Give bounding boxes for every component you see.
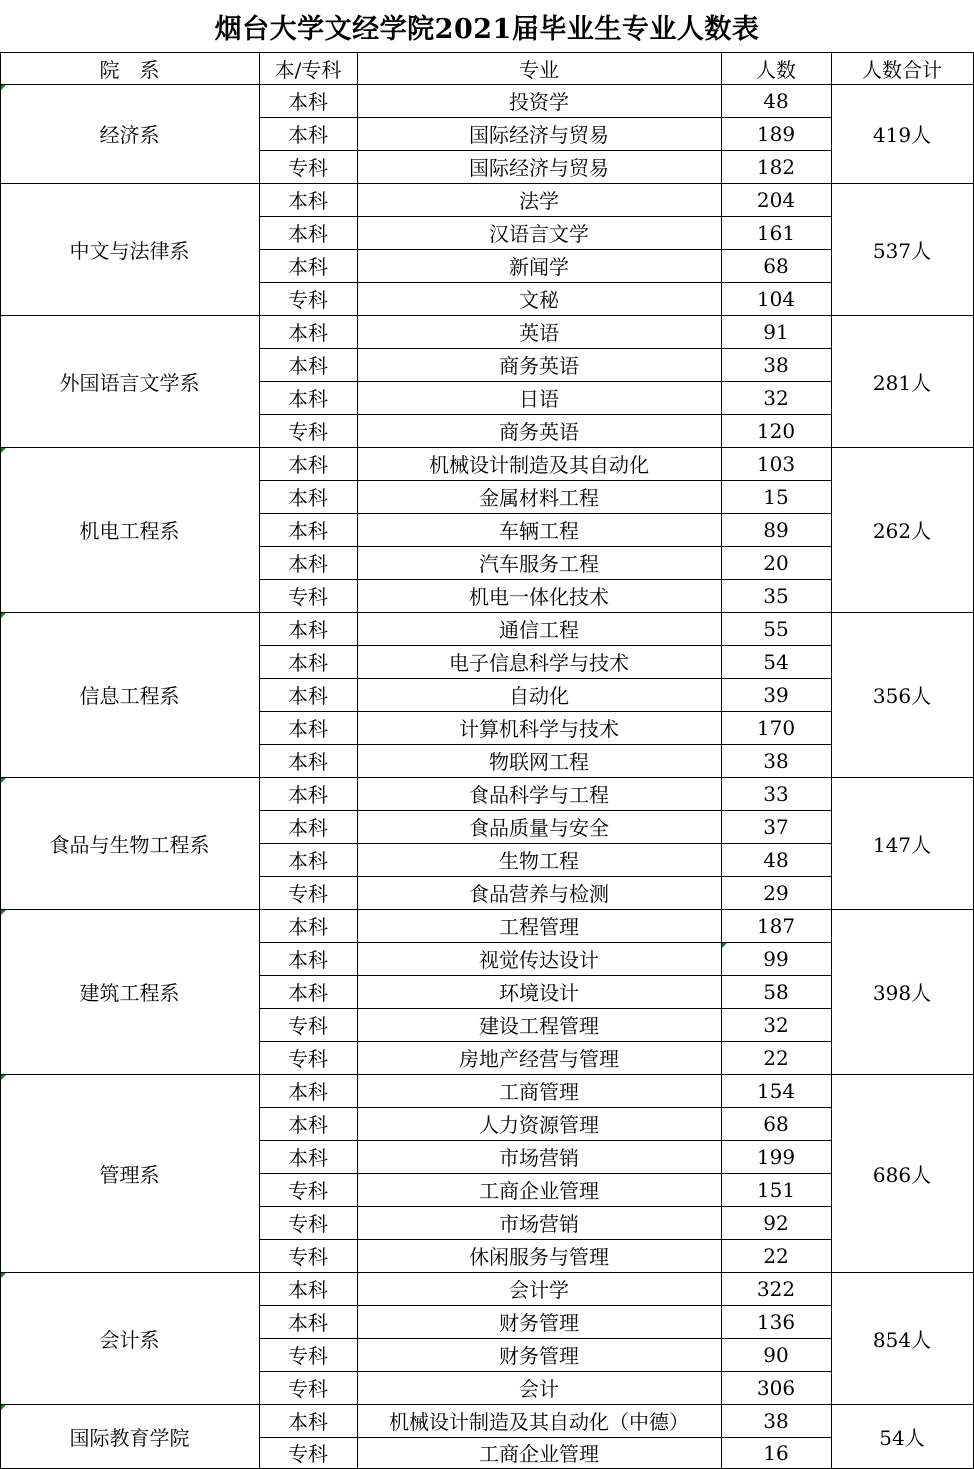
- department-cell: 经济系: [99, 123, 160, 147]
- cell-comment-marker: [1, 778, 6, 783]
- major-cell: 休闲服务与管理: [469, 1245, 609, 1269]
- department-total-cell: 281人: [872, 370, 932, 395]
- count-cell: 48: [763, 847, 789, 872]
- level-cell: 本科: [288, 486, 328, 510]
- count-cell: 154: [756, 1078, 796, 1103]
- level-cell: 本科: [288, 915, 328, 939]
- major-cell: 机械设计制造及其自动化: [429, 453, 649, 477]
- grid-line: [721, 52, 722, 1469]
- count-cell: 54: [763, 649, 789, 674]
- level-cell: 专科: [288, 156, 328, 180]
- count-cell: 16: [763, 1440, 789, 1465]
- count-cell: 35: [763, 583, 789, 608]
- level-cell: 专科: [288, 1245, 328, 1269]
- count-cell: 92: [763, 1210, 789, 1235]
- major-cell: 机电一体化技术: [469, 585, 609, 609]
- count-cell: 68: [763, 1111, 789, 1136]
- major-cell: 商务英语: [499, 420, 579, 444]
- header-level: 本/专科: [274, 57, 342, 82]
- count-cell: 161: [756, 220, 796, 245]
- major-cell: 视觉传达设计: [479, 948, 599, 972]
- level-cell: 专科: [288, 1014, 328, 1038]
- major-cell: 新闻学: [509, 255, 569, 279]
- grid-line: [0, 52, 1, 1469]
- count-cell: 199: [756, 1144, 796, 1169]
- department-total-cell: 537人: [872, 238, 932, 263]
- major-cell: 自动化: [509, 684, 569, 708]
- level-cell: 本科: [288, 717, 328, 741]
- count-cell: 38: [763, 352, 789, 377]
- major-cell: 人力资源管理: [479, 1113, 599, 1137]
- count-cell: 20: [763, 550, 789, 575]
- count-cell: 306: [756, 1375, 796, 1400]
- major-cell: 金属材料工程: [479, 486, 599, 510]
- count-cell: 22: [763, 1243, 789, 1268]
- cell-comment-marker: [1, 1273, 6, 1278]
- major-cell: 投资学: [509, 90, 569, 114]
- level-cell: 本科: [288, 1410, 328, 1434]
- level-cell: 本科: [288, 1278, 328, 1302]
- count-cell: 15: [763, 484, 789, 509]
- department-total-cell: 54人: [879, 1425, 925, 1450]
- level-cell: 本科: [288, 849, 328, 873]
- level-cell: 本科: [288, 783, 328, 807]
- major-cell: 工程管理: [499, 915, 579, 939]
- cell-comment-marker: [1, 448, 6, 453]
- department-cell: 会计系: [99, 1327, 160, 1352]
- level-cell: 本科: [288, 321, 328, 345]
- level-cell: 本科: [288, 354, 328, 378]
- level-cell: 本科: [288, 948, 328, 972]
- grid-line: [0, 52, 974, 53]
- count-cell: 32: [763, 385, 789, 410]
- cell-comment-marker: [1, 910, 6, 915]
- cell-comment-marker: [1, 85, 6, 90]
- major-cell: 电子信息科学与技术: [449, 651, 629, 675]
- count-cell: 38: [763, 1408, 789, 1433]
- count-cell: 151: [756, 1177, 796, 1202]
- level-cell: 本科: [288, 519, 328, 543]
- major-cell: 工商企业管理: [479, 1179, 599, 1203]
- major-cell: 汉语言文学: [489, 222, 589, 246]
- count-cell: 29: [763, 880, 789, 905]
- level-cell: 本科: [288, 255, 328, 279]
- major-cell: 食品质量与安全: [469, 816, 609, 840]
- major-cell: 生物工程: [499, 849, 579, 873]
- major-cell: 房地产经营与管理: [459, 1047, 619, 1071]
- count-cell: 22: [763, 1045, 789, 1070]
- level-cell: 本科: [288, 1311, 328, 1335]
- department-total-cell: 419人: [872, 123, 932, 147]
- count-cell: 204: [756, 187, 796, 212]
- level-cell: 本科: [288, 651, 328, 675]
- major-cell: 环境设计: [499, 981, 579, 1005]
- level-cell: 专科: [288, 1377, 328, 1401]
- count-cell: 322: [756, 1276, 796, 1301]
- major-cell: 计算机科学与技术: [459, 717, 619, 741]
- level-cell: 本科: [288, 684, 328, 708]
- major-cell: 通信工程: [499, 618, 579, 642]
- department-total-cell: 854人: [872, 1327, 932, 1352]
- count-cell: 104: [756, 286, 796, 311]
- department-cell: 建筑工程系: [79, 981, 180, 1005]
- cell-comment-marker: [1, 613, 6, 618]
- level-cell: 专科: [288, 585, 328, 609]
- major-cell: 物联网工程: [489, 750, 589, 774]
- level-cell: 专科: [288, 882, 328, 906]
- level-cell: 本科: [288, 750, 328, 774]
- level-cell: 本科: [288, 981, 328, 1005]
- department-cell: 中文与法律系: [69, 238, 190, 263]
- level-cell: 本科: [288, 1113, 328, 1137]
- count-cell: 91: [763, 319, 789, 344]
- count-cell: 48: [763, 88, 789, 113]
- level-cell: 本科: [288, 1080, 328, 1104]
- department-total-cell: 262人: [872, 519, 932, 543]
- count-cell: 37: [763, 814, 789, 839]
- major-cell: 工商企业管理: [479, 1442, 599, 1466]
- major-cell: 机械设计制造及其自动化（中德）: [389, 1410, 689, 1434]
- level-cell: 本科: [288, 222, 328, 246]
- level-cell: 本科: [288, 1146, 328, 1170]
- cell-comment-marker: [1, 1075, 6, 1080]
- department-cell: 外国语言文学系: [59, 370, 200, 395]
- major-cell: 市场营销: [499, 1146, 579, 1170]
- major-cell: 财务管理: [499, 1344, 579, 1368]
- count-cell: 187: [756, 913, 796, 938]
- major-cell: 会计学: [509, 1278, 569, 1302]
- major-cell: 市场营销: [499, 1212, 579, 1236]
- level-cell: 本科: [288, 387, 328, 411]
- major-cell: 食品科学与工程: [469, 783, 609, 807]
- major-cell: 法学: [519, 189, 559, 213]
- count-cell: 182: [756, 154, 796, 179]
- count-cell: 103: [756, 451, 796, 476]
- header-total: 人数合计: [862, 57, 942, 82]
- department-total-cell: 686人: [872, 1162, 932, 1187]
- cell-comment-marker: [722, 943, 727, 948]
- department-total-cell: 356人: [872, 684, 932, 708]
- level-cell: 专科: [288, 1047, 328, 1071]
- count-cell: 89: [763, 517, 789, 542]
- count-cell: 33: [763, 781, 789, 806]
- count-cell: 58: [763, 979, 789, 1004]
- department-cell: 食品与生物工程系: [49, 832, 210, 857]
- count-cell: 99: [763, 946, 789, 971]
- major-cell: 会计: [519, 1377, 559, 1401]
- level-cell: 本科: [288, 90, 328, 114]
- level-cell: 本科: [288, 816, 328, 840]
- count-cell: 39: [763, 682, 789, 707]
- department-cell: 管理系: [99, 1162, 160, 1187]
- page-title: 烟台大学文经学院2021届毕业生专业人数表: [214, 13, 760, 45]
- count-cell: 90: [763, 1342, 789, 1367]
- department-cell: 信息工程系: [79, 684, 180, 708]
- count-cell: 189: [756, 121, 796, 146]
- major-cell: 汽车服务工程: [479, 552, 599, 576]
- level-cell: 本科: [288, 552, 328, 576]
- grid-line: [357, 52, 358, 1469]
- level-cell: 本科: [288, 618, 328, 642]
- count-cell: 38: [763, 748, 789, 773]
- level-cell: 专科: [288, 420, 328, 444]
- count-cell: 136: [756, 1309, 796, 1334]
- major-cell: 食品营养与检测: [469, 882, 609, 906]
- count-cell: 68: [763, 253, 789, 278]
- enrollment-table: [0, 52, 974, 1469]
- count-cell: 32: [763, 1012, 789, 1037]
- major-cell: 国际经济与贸易: [469, 156, 609, 180]
- level-cell: 专科: [288, 1179, 328, 1203]
- major-cell: 英语: [519, 321, 559, 345]
- major-cell: 文秘: [519, 288, 559, 312]
- level-cell: 专科: [288, 1442, 328, 1466]
- level-cell: 本科: [288, 123, 328, 147]
- level-cell: 本科: [288, 453, 328, 477]
- level-cell: 专科: [288, 1212, 328, 1236]
- header-count: 人数: [756, 57, 796, 82]
- major-cell: 工商管理: [499, 1080, 579, 1104]
- department-cell: 国际教育学院: [69, 1425, 190, 1450]
- department-total-cell: 147人: [872, 832, 932, 857]
- major-cell: 建设工程管理: [479, 1014, 599, 1038]
- major-cell: 日语: [519, 387, 559, 411]
- major-cell: 国际经济与贸易: [469, 123, 609, 147]
- department-cell: 机电工程系: [79, 519, 180, 543]
- count-cell: 55: [763, 616, 789, 641]
- major-cell: 商务英语: [499, 354, 579, 378]
- header-department: 院 系: [99, 57, 160, 82]
- header-major: 专业: [519, 57, 559, 82]
- count-cell: 120: [756, 418, 796, 443]
- major-cell: 车辆工程: [499, 519, 579, 543]
- level-cell: 本科: [288, 189, 328, 213]
- level-cell: 专科: [288, 288, 328, 312]
- cell-comment-marker: [1, 1405, 6, 1410]
- major-cell: 财务管理: [499, 1311, 579, 1335]
- grid-line: [831, 52, 832, 1469]
- count-cell: 170: [756, 715, 796, 740]
- level-cell: 专科: [288, 1344, 328, 1368]
- grid-line: [259, 52, 260, 1469]
- department-total-cell: 398人: [872, 981, 932, 1005]
